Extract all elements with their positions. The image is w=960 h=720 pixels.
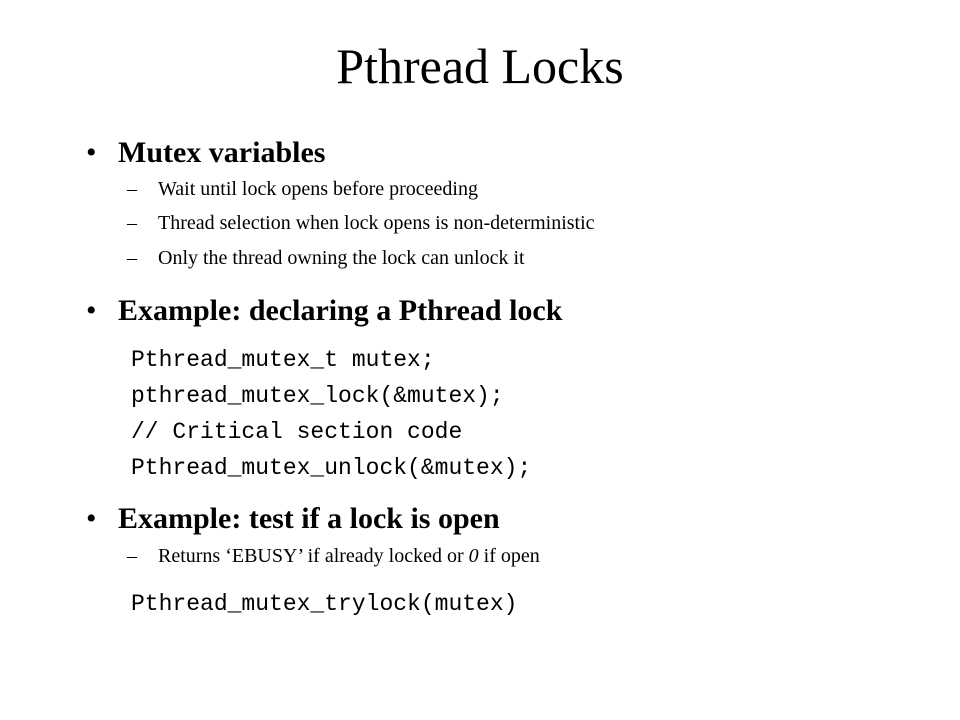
bullet-icon: • — [86, 502, 97, 535]
bullet-text: Example: declaring a Pthread lock — [118, 294, 563, 327]
bullet-icon: • — [86, 294, 97, 327]
subitem-thread-selection — [127, 210, 595, 236]
code-line-mutex-trylock: Pthread_mutex_trylock(mutex) — [131, 591, 518, 617]
subitem-text: Wait until lock opens before proceeding — [158, 178, 478, 200]
bullet-icon: • — [86, 136, 97, 169]
bullet-example-declaring-lock — [86, 294, 562, 328]
dash-icon: – — [127, 545, 137, 567]
code-line-mutex-lock: pthread_mutex_lock(&mutex); — [131, 383, 504, 409]
code-line-critical-section-comment: // Critical section code — [131, 419, 463, 445]
subitem-returns-ebusy — [127, 543, 540, 569]
dash-icon: – — [127, 247, 137, 269]
dash-icon: – — [127, 212, 137, 234]
bullet-text: Mutex variables — [118, 136, 326, 169]
subitem-text: Thread selection when lock opens is non-deterministic — [158, 212, 595, 234]
bullet-example-test-lock-open — [86, 502, 500, 536]
bullet-mutex-variables — [86, 136, 325, 170]
zero-return-value: 0 — [468, 545, 479, 567]
subitem-text-before: Returns ‘EBUSY’ if already locked or — [158, 545, 469, 567]
subitem-wait-until-lock-opens — [127, 176, 478, 202]
subitem-text: Only the thread owning the lock can unlock it — [158, 247, 525, 269]
slide-title: Pthread Locks — [336, 38, 624, 94]
bullet-text: Example: test if a lock is open — [118, 502, 500, 535]
subitem-text-after: if open — [478, 545, 540, 567]
code-line-mutex-declaration: Pthread_mutex_t mutex; — [131, 347, 435, 373]
code-line-mutex-unlock: Pthread_mutex_unlock(&mutex); — [131, 455, 532, 481]
subitem-owning-thread-unlock — [127, 245, 525, 271]
dash-icon: – — [127, 178, 137, 200]
